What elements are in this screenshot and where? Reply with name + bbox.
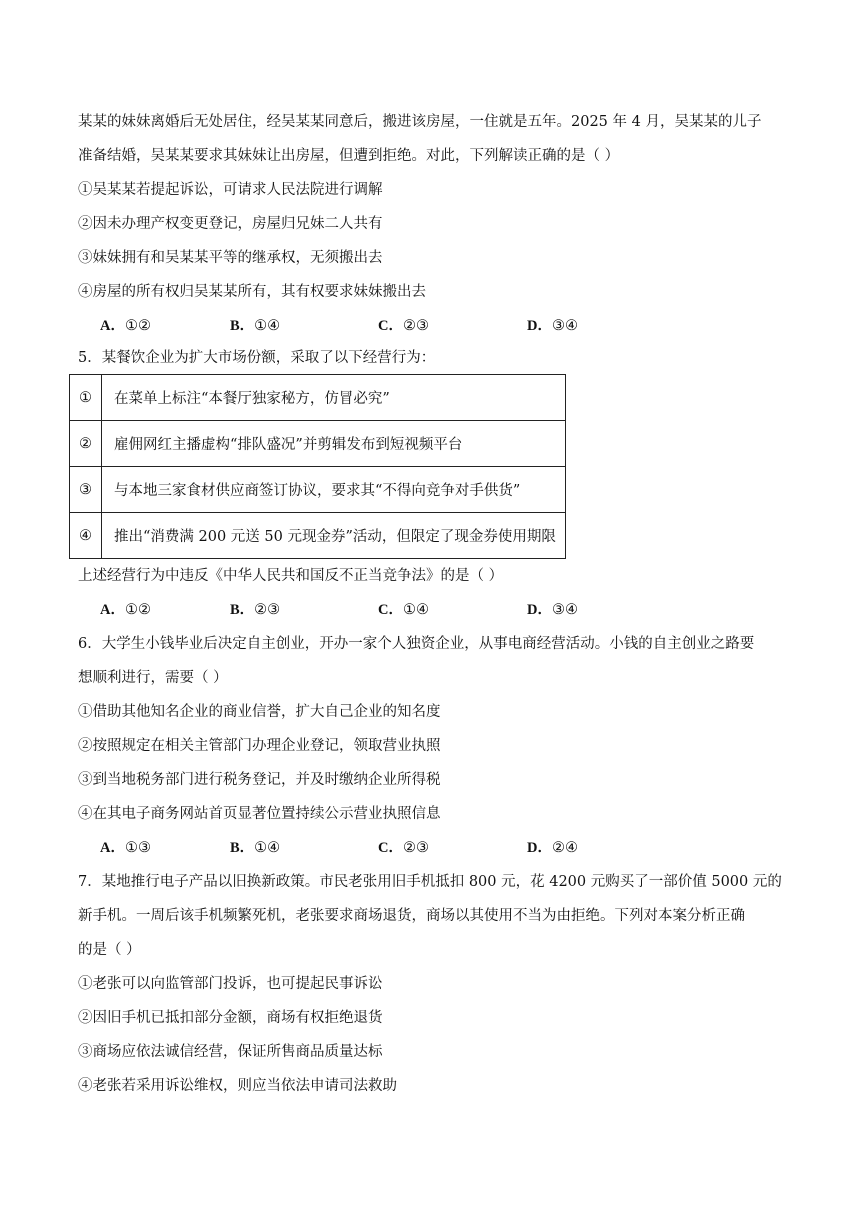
row-number: ④ [70,513,102,559]
q6-option-d[interactable] [527,838,578,858]
option-key: C． [378,840,403,856]
option-value: ①④ [254,840,281,856]
option-key: B． [230,840,255,856]
q4-option-a[interactable] [100,316,151,336]
option-value: ①② [124,602,151,618]
q6-statement: ③到当地税务部门进行税务登记，并及时缴纳企业所得税 [78,772,441,788]
option-value: ①④ [402,602,429,618]
row-text: 推出“消费满 200 元送 50 元现金券”活动，但限定了现金券使用期限 [102,513,566,559]
option-value: ②③ [402,840,429,856]
q5-option-b[interactable] [230,600,280,620]
q5-option-a[interactable] [100,600,151,620]
q6-option-a[interactable] [100,838,151,858]
option-value: ①④ [254,318,281,334]
option-value: ①② [124,318,151,334]
q7-statement: ③商场应依法诚信经营，保证所售商品质量达标 [78,1044,383,1060]
q4-option-b[interactable] [230,316,280,336]
q6-statement: ④在其电子商务网站首页显著位置持续公示营业执照信息 [78,806,441,822]
q4-option-d[interactable] [527,316,578,336]
q6-option-c[interactable] [378,838,429,858]
q5-stem: 5．某餐饮企业为扩大市场份额，采取了以下经营行为： [78,350,436,366]
option-value: ②④ [551,840,578,856]
row-number: ① [70,375,102,421]
q4-statement: ④房屋的所有权归吴某某所有，其有权要求妹妹搬出去 [78,284,426,300]
option-key: B． [230,602,255,618]
q6-statement: ①借助其他知名企业的商业信誉，扩大自己企业的知名度 [78,704,441,720]
option-key: B． [230,318,255,334]
table-row [70,513,566,559]
q5-option-c[interactable] [378,600,429,620]
q4-statement: ①吴某某若提起诉讼，可请求人民法院进行调解 [78,182,383,198]
option-key: A． [100,318,125,334]
q6-stem-line: 想顺利进行，需要（ ） [78,670,228,686]
q7-stem-line: 的是（ ） [78,942,141,958]
option-value: ③④ [551,318,578,334]
option-key: D． [527,318,552,334]
q5-option-d[interactable] [527,600,578,620]
q7-stem-line: 7．某地推行电子产品以旧换新政策。市民老张用旧手机抵扣 800 元，花 4200 元购买了一部价值 5000 元的 [78,874,782,890]
table-row [70,467,566,513]
q7-statement: ①老张可以向监管部门投诉，也可提起民事诉讼 [78,976,383,992]
table-row [70,421,566,467]
q5-behavior-table [69,374,566,559]
row-number: ③ [70,467,102,513]
option-value: ②③ [254,602,281,618]
q7-statement: ④老张若采用诉讼维权，则应当依法申请司法救助 [78,1078,397,1094]
q5-question: 上述经营行为中违反《中华人民共和国反不正当竞争法》的是（ ） [78,568,504,584]
option-key: D． [527,840,552,856]
q7-statement: ②因旧手机已抵扣部分金额，商场有权拒绝退货 [78,1010,383,1026]
option-key: C． [378,318,403,334]
option-key: A． [100,840,125,856]
row-text: 雇佣网红主播虚构“排队盛况”并剪辑发布到短视频平台 [102,421,566,467]
option-value: ①③ [124,840,151,856]
row-number: ② [70,421,102,467]
option-value: ②③ [402,318,429,334]
q4-stem-line: 某某的妹妹离婚后无处居住，经吴某某同意后，搬进该房屋，一住就是五年。2025 年 4 月，吴某某的儿子 [78,114,762,130]
option-key: A． [100,602,125,618]
q6-option-b[interactable] [230,838,280,858]
q4-statement: ③妹妹拥有和吴某某平等的继承权，无须搬出去 [78,250,383,266]
option-value: ③④ [551,602,578,618]
q4-stem-line: 准备结婚，吴某某要求其妹妹让出房屋，但遭到拒绝。对此，下列解读正确的是（ ） [78,148,620,164]
option-key: C． [378,602,403,618]
table-row [70,375,566,421]
option-key: D． [527,602,552,618]
q7-stem-line: 新手机。一周后该手机频繁死机，老张要求商场退货，商场以其使用不当为由拒绝。下列对本案分析正确 [78,908,745,924]
row-text: 在菜单上标注“本餐厅独家秘方，仿冒必究” [102,375,566,421]
q6-statement: ②按照规定在相关主管部门办理企业登记，领取营业执照 [78,738,441,754]
row-text: 与本地三家食材供应商签订协议，要求其“不得向竞争对手供货” [102,467,566,513]
q6-stem-line: 6．大学生小钱毕业后决定自主创业，开办一家个人独资企业，从事电商经营活动。小钱的自主创业之路要 [78,636,755,652]
q4-statement: ②因未办理产权变更登记，房屋归兄妹二人共有 [78,216,383,232]
q4-option-c[interactable] [378,316,429,336]
